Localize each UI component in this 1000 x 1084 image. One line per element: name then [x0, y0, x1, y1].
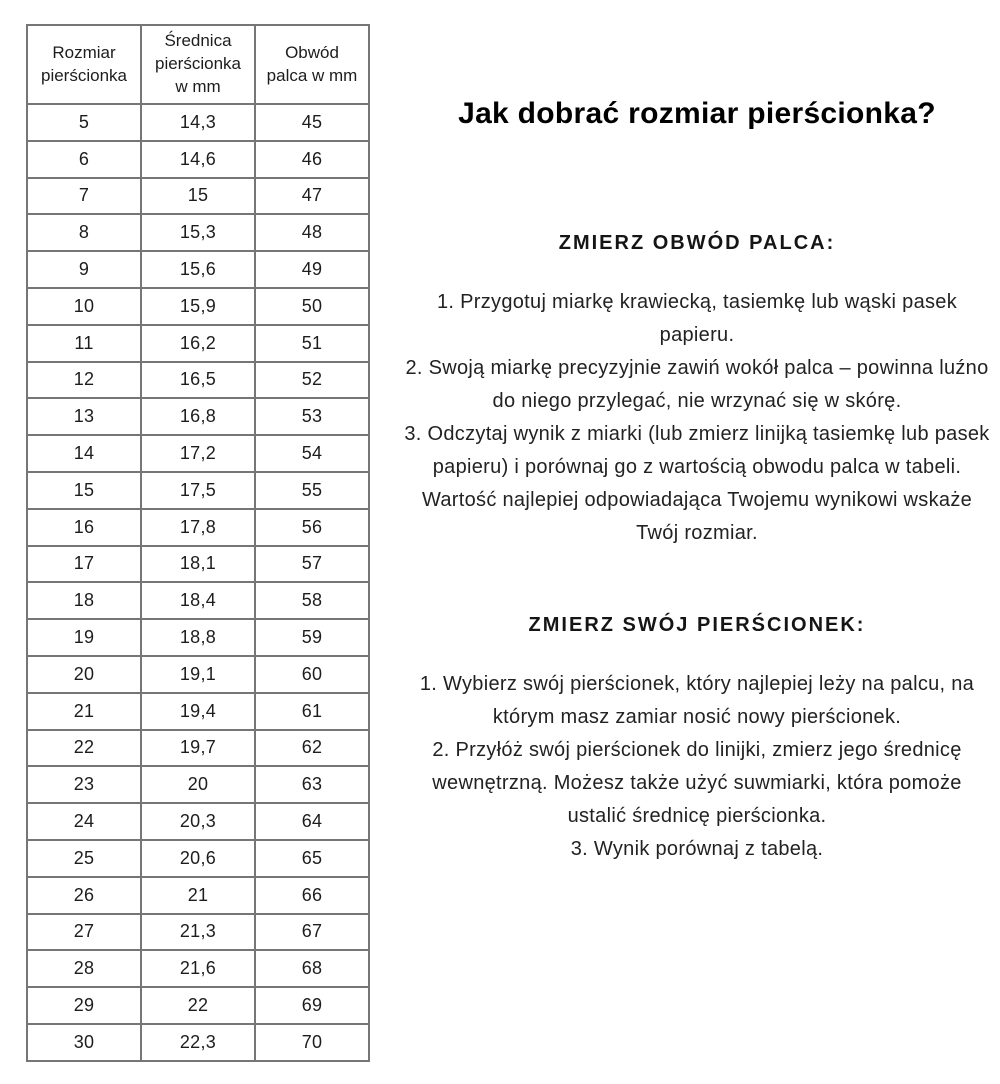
column-header-finger-circumference: Obwód palca w mm: [255, 25, 369, 104]
table-cell: 18,4: [141, 582, 255, 619]
table-cell: 65: [255, 840, 369, 877]
table-cell: 45: [255, 104, 369, 141]
table-cell: 18,8: [141, 619, 255, 656]
table-cell: 53: [255, 398, 369, 435]
table-cell: 28: [27, 950, 141, 987]
table-cell: 17,8: [141, 509, 255, 546]
table-cell: 29: [27, 987, 141, 1024]
table-row: [27, 398, 369, 435]
table-cell: 48: [255, 214, 369, 251]
table-cell: 30: [27, 1024, 141, 1061]
table-row: [27, 730, 369, 767]
table-cell: 10: [27, 288, 141, 325]
instruction-list-measure-finger: [402, 286, 992, 550]
table-cell: 54: [255, 435, 369, 472]
table-cell: 24: [27, 803, 141, 840]
table-cell: 18,1: [141, 546, 255, 583]
table-cell: 22: [27, 730, 141, 767]
table-cell: 22,3: [141, 1024, 255, 1061]
table-cell: 68: [255, 950, 369, 987]
table-cell: 15,9: [141, 288, 255, 325]
table-cell: 19,1: [141, 656, 255, 693]
table-row: [27, 766, 369, 803]
table-cell: 17,2: [141, 435, 255, 472]
table-cell: 67: [255, 914, 369, 951]
table-cell: 23: [27, 766, 141, 803]
instruction-item: 2. Przyłóż swój pierścionek do linijki, zmierz jego średnicę wewnętrzną. Możesz także użyć suwmiarki, która pomoże ustalić średnicę pierścionka.: [432, 739, 962, 827]
table-cell: 7: [27, 178, 141, 215]
table-cell: 18: [27, 582, 141, 619]
table-cell: 6: [27, 141, 141, 178]
table-row: [27, 950, 369, 987]
table-cell: 15: [27, 472, 141, 509]
table-cell: 15,6: [141, 251, 255, 288]
table-cell: 26: [27, 877, 141, 914]
table-cell: 17: [27, 546, 141, 583]
table-cell: 21,6: [141, 950, 255, 987]
table-cell: 17,5: [141, 472, 255, 509]
section-heading-measure-finger: ZMIERZ OBWÓD PALCA:: [558, 232, 836, 254]
table-cell: 25: [27, 840, 141, 877]
ring-size-table: [26, 24, 370, 1062]
table-cell: 16: [27, 509, 141, 546]
table-cell: 49: [255, 251, 369, 288]
table-cell: 57: [255, 546, 369, 583]
table-row: [27, 141, 369, 178]
table-cell: 20: [141, 766, 255, 803]
table-cell: 22: [141, 987, 255, 1024]
table-cell: 64: [255, 803, 369, 840]
table-cell: 19,7: [141, 730, 255, 767]
table-row: [27, 325, 369, 362]
column-header-ring-diameter: Średnica pierścionka w mm: [141, 25, 255, 104]
section-heading-measure-ring: ZMIERZ SWÓJ PIERŚCIONEK:: [528, 614, 866, 636]
table-row: [27, 214, 369, 251]
table-cell: 69: [255, 987, 369, 1024]
table-cell: 16,2: [141, 325, 255, 362]
table-cell: 27: [27, 914, 141, 951]
table-row: [27, 877, 369, 914]
table-row: [27, 840, 369, 877]
table-cell: 13: [27, 398, 141, 435]
table-cell: 20,6: [141, 840, 255, 877]
table-header-row: [27, 25, 369, 104]
table-cell: 11: [27, 325, 141, 362]
table-cell: 56: [255, 509, 369, 546]
table-cell: 70: [255, 1024, 369, 1061]
table-cell: 51: [255, 325, 369, 362]
table-row: [27, 472, 369, 509]
table-cell: 20: [27, 656, 141, 693]
table-cell: 14,6: [141, 141, 255, 178]
table-row: [27, 251, 369, 288]
table-row: [27, 178, 369, 215]
table-row: [27, 914, 369, 951]
table-cell: 21: [27, 693, 141, 730]
table-row: [27, 362, 369, 399]
table-cell: 58: [255, 582, 369, 619]
section-measure-finger: [402, 230, 992, 550]
table-cell: 19,4: [141, 693, 255, 730]
guide-panel: [402, 96, 992, 866]
section-measure-ring: [402, 612, 992, 866]
instruction-item: 3. Wynik porównaj z tabelą.: [570, 838, 824, 860]
table-row: [27, 803, 369, 840]
column-header-ring-size: Rozmiar pierścionka: [27, 25, 141, 104]
table-cell: 63: [255, 766, 369, 803]
table-row: [27, 288, 369, 325]
table-cell: 15: [141, 178, 255, 215]
table-row: [27, 656, 369, 693]
table-cell: 8: [27, 214, 141, 251]
table-row: [27, 1024, 369, 1061]
table-row: [27, 582, 369, 619]
table-cell: 46: [255, 141, 369, 178]
instruction-item: 1. Wybierz swój pierścionek, który najlepiej leży na palcu, na którym masz zamiar nosić nowy pierścionek.: [419, 673, 975, 728]
table-cell: 16,5: [141, 362, 255, 399]
table-cell: 15,3: [141, 214, 255, 251]
table-cell: 47: [255, 178, 369, 215]
table-cell: 59: [255, 619, 369, 656]
table-cell: 9: [27, 251, 141, 288]
table-cell: 14,3: [141, 104, 255, 141]
table-row: [27, 546, 369, 583]
page-title: Jak dobrać rozmiar pierścionka?: [458, 97, 936, 130]
table-cell: 62: [255, 730, 369, 767]
table-row: [27, 987, 369, 1024]
table-cell: 50: [255, 288, 369, 325]
table-cell: 5: [27, 104, 141, 141]
table-row: [27, 693, 369, 730]
table-row: [27, 104, 369, 141]
table-row: [27, 619, 369, 656]
ring-size-table-body: [27, 104, 369, 1061]
ring-size-table-header: [27, 25, 369, 104]
instruction-item: 2. Swoją miarkę precyzyjnie zawiń wokół palca – powinna luźno do niego przylegać, nie wrzynać się w skórę.: [405, 357, 989, 412]
table-cell: 60: [255, 656, 369, 693]
table-cell: 16,8: [141, 398, 255, 435]
table-row: [27, 509, 369, 546]
table-cell: 61: [255, 693, 369, 730]
table-cell: 14: [27, 435, 141, 472]
table-cell: 21,3: [141, 914, 255, 951]
instruction-list-measure-ring: [402, 668, 992, 866]
instruction-item: 3. Odczytaj wynik z miarki (lub zmierz linijką tasiemkę lub pasek papieru) i porównaj go z wartością obwodu palca w tabeli. Wartość najlepiej odpowiadająca Twojemu wynikowi wskaże Twój rozmiar.: [404, 423, 990, 544]
table-row: [27, 435, 369, 472]
table-cell: 19: [27, 619, 141, 656]
table-cell: 21: [141, 877, 255, 914]
table-cell: 52: [255, 362, 369, 399]
table-cell: 55: [255, 472, 369, 509]
table-cell: 12: [27, 362, 141, 399]
table-cell: 66: [255, 877, 369, 914]
instruction-item: 1. Przygotuj miarkę krawiecką, tasiemkę lub wąski pasek papieru.: [436, 291, 958, 346]
table-cell: 20,3: [141, 803, 255, 840]
